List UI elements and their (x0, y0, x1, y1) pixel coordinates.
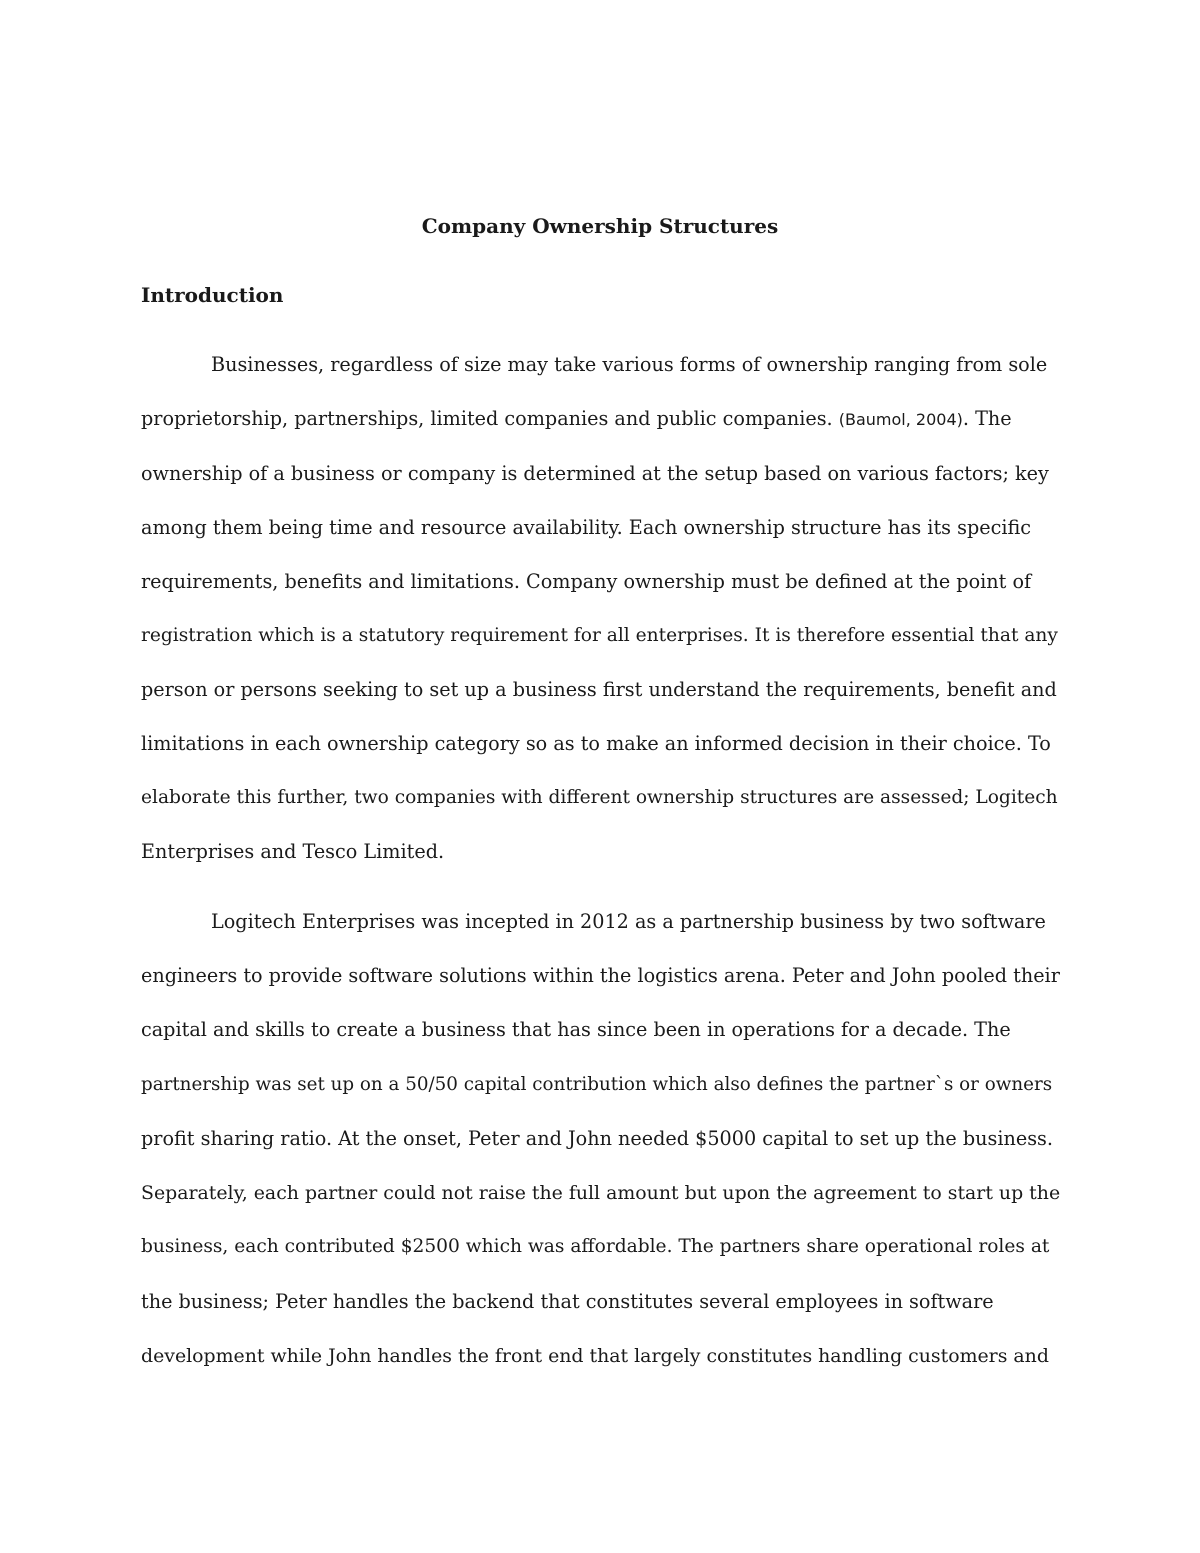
paragraph-1-line-8: limitations in each ownership category so as to make an informed decision in their choice. To (141, 732, 1051, 755)
paragraph-2-line-1: Logitech Enterprises was incepted in 2012 as a partnership business by two software (211, 910, 1046, 933)
paragraph-2-line-8: the business; Peter handles the backend that constitutes several employees in software (141, 1290, 994, 1313)
paragraph-1-line-4: among them being time and resource availability. Each ownership structure has its specific (141, 516, 1032, 539)
paragraph-2-line-3: capital and skills to create a business that has since been in operations for a decade. The (141, 1018, 1011, 1041)
paragraph-1-line-3: ownership of a business or company is determined at the setup based on various factors; key (141, 462, 1049, 485)
paragraph-2-line-7: business, each contributed $2500 which was affordable. The partners share operational roles at (141, 1236, 1050, 1257)
paragraph-1-line-5: requirements, benefits and limitations. Company ownership must be defined at the point of (141, 570, 1032, 593)
paragraph-1-line-1: Businesses, regardless of size may take various forms of ownership ranging from sole (211, 353, 1048, 376)
paragraph-1-line-2 (141, 405, 1012, 434)
paragraph-1-line-9: elaborate this further, two companies with different ownership structures are assessed; Logitech (141, 787, 1058, 808)
document-title: Company Ownership Structures (421, 214, 779, 238)
paragraph-2-line-5: profit sharing ratio. At the onset, Peter and John needed $5000 capital to set up the business. (141, 1127, 1054, 1150)
paragraph-1-line-6: registration which is a statutory requirement for all enterprises. It is therefore essential that any (141, 625, 1058, 646)
paragraph-2-line-6: Separately, each partner could not raise the full amount but upon the agreement to start up the (141, 1182, 1061, 1204)
section-heading-introduction: Introduction (141, 283, 284, 307)
paragraph-1-line-2-text: proprietorship, partnerships, limited companies and public companies. (141, 407, 839, 430)
paragraph-1-line-2-tail: . The (962, 407, 1012, 430)
paragraph-2-line-9: development while John handles the front end that largely constitutes handling customers and (141, 1345, 1049, 1367)
paragraph-1-line-10: Enterprises and Tesco Limited. (141, 840, 445, 863)
citation: (Baumol, 2004) (838, 410, 963, 429)
paragraph-2-line-4: partnership was set up on a 50/50 capital contribution which also defines the partner`s or owners (141, 1074, 1053, 1095)
paragraph-1-line-7: person or persons seeking to set up a business first understand the requirements, benefit and (141, 678, 1057, 701)
paragraph-2-line-2: engineers to provide software solutions within the logistics arena. Peter and John pooled their (141, 964, 1060, 987)
